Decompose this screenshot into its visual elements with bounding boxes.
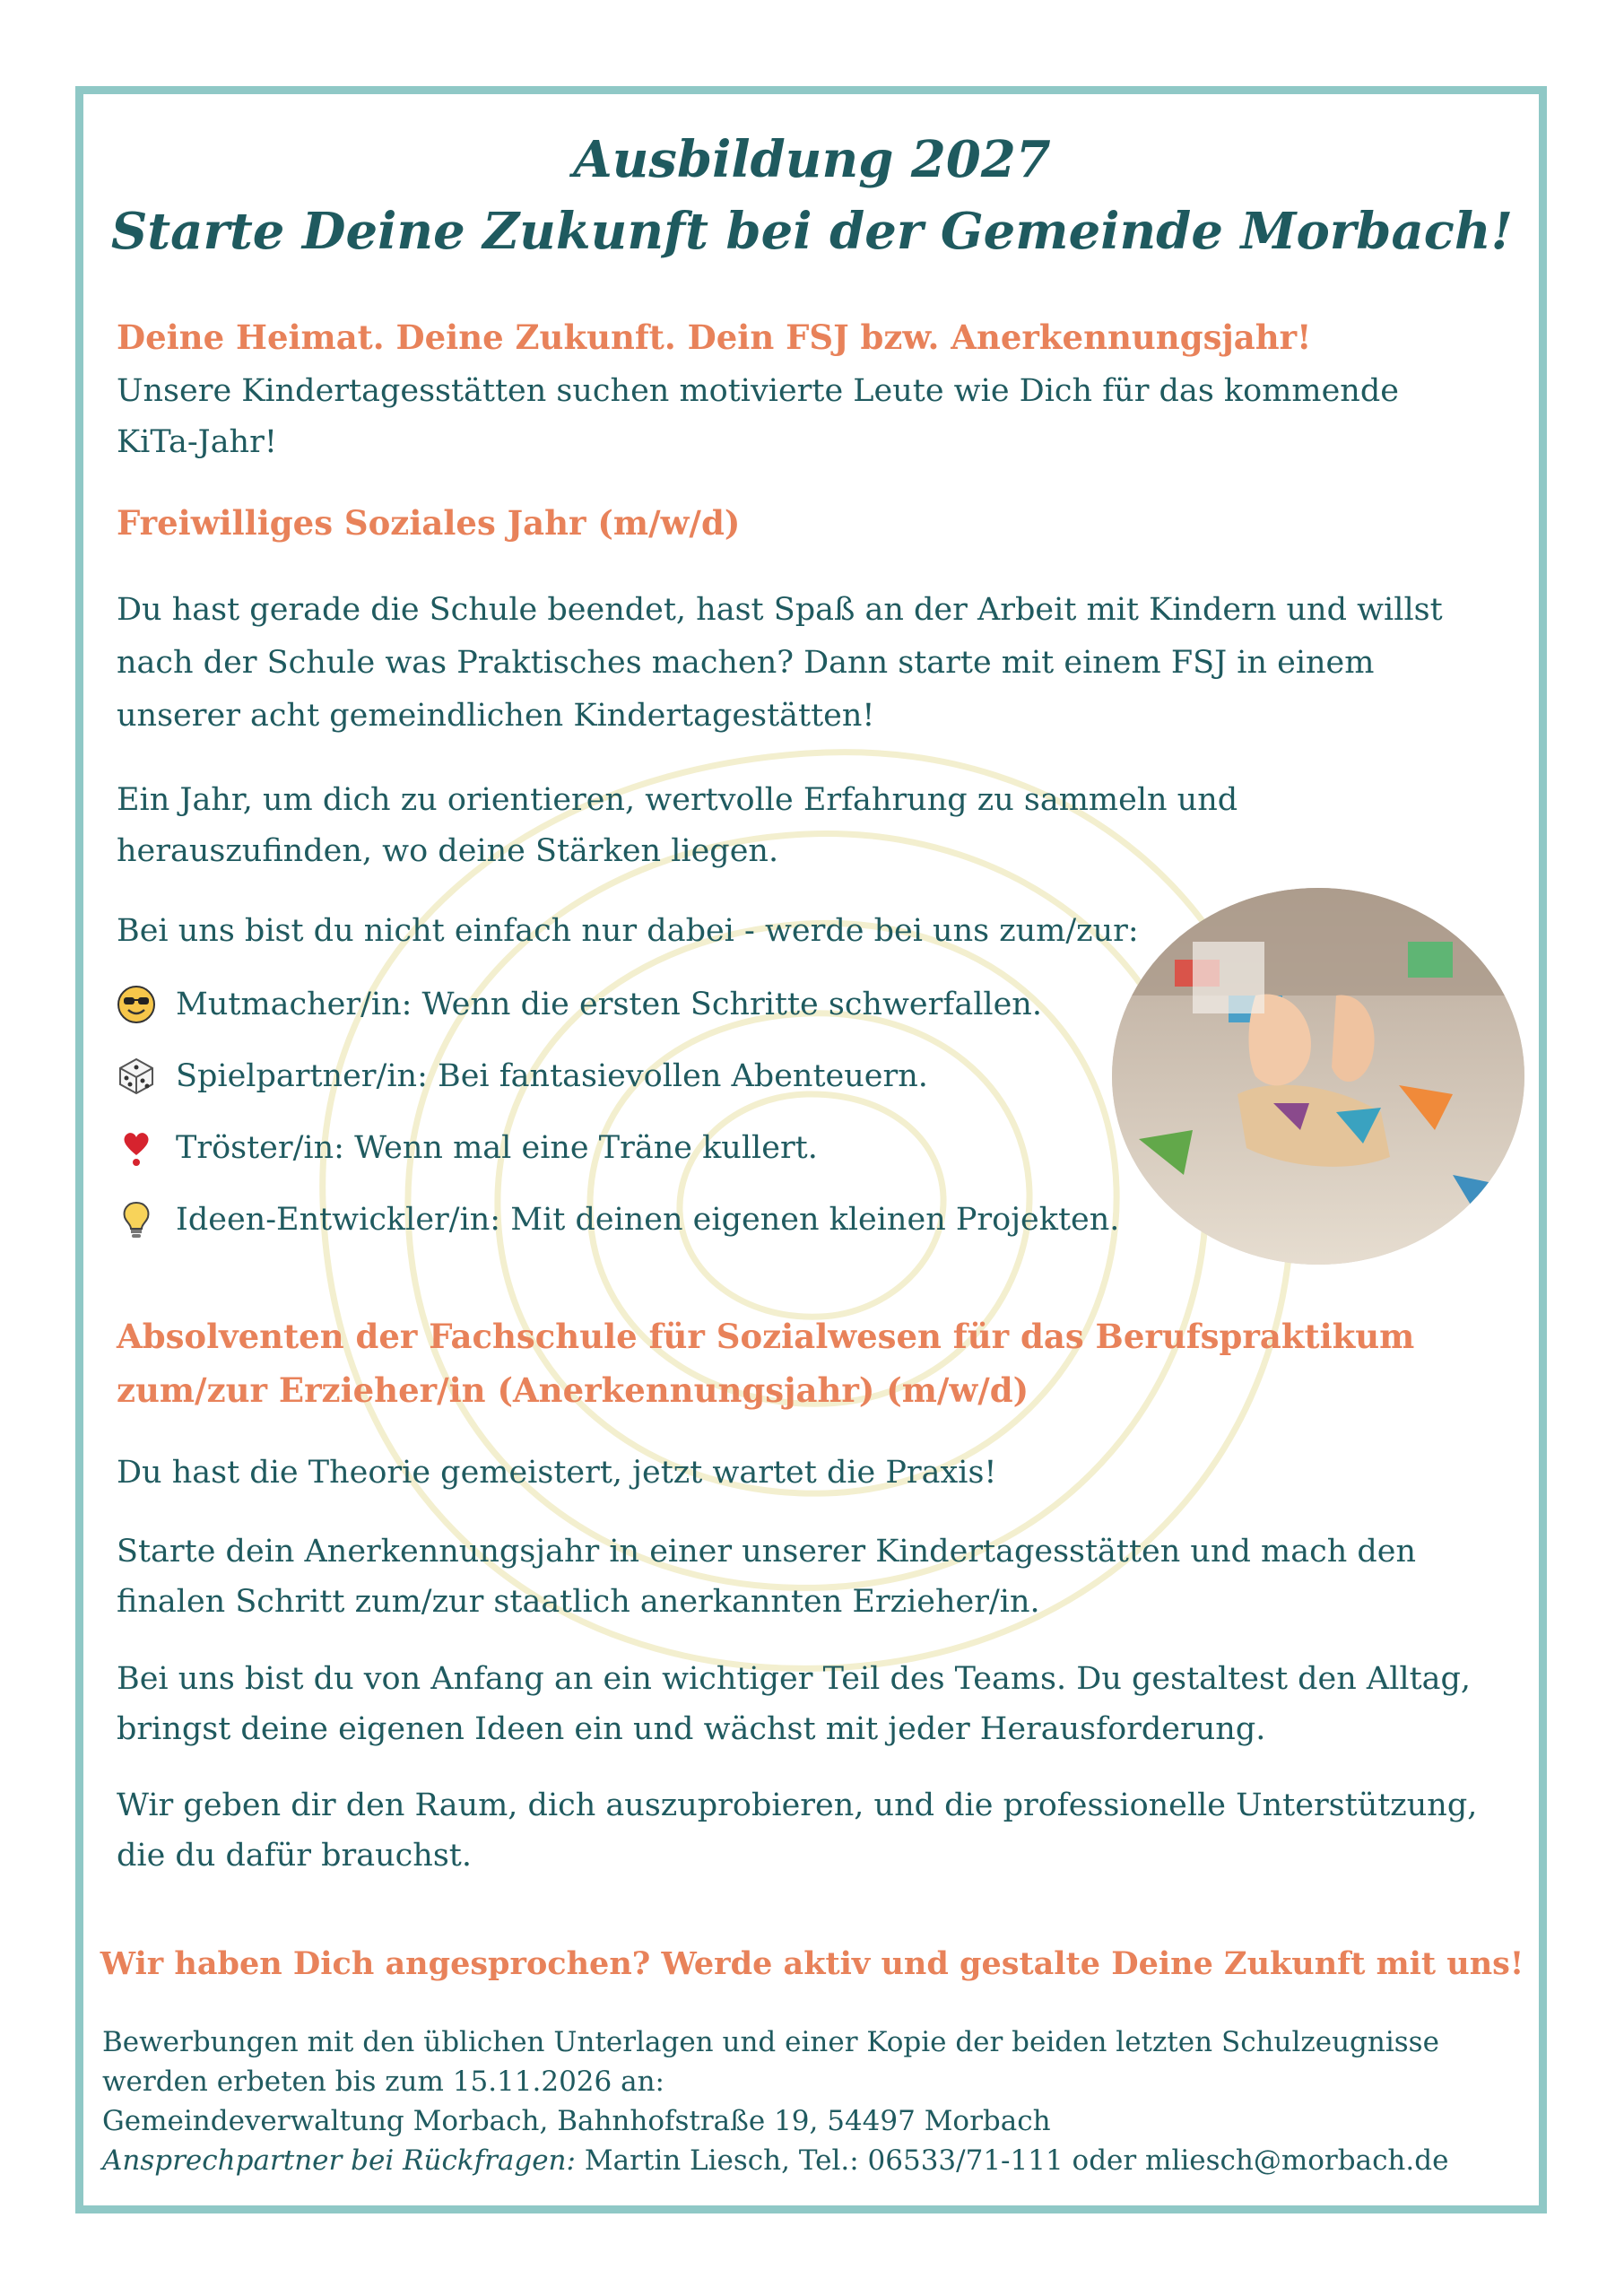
roles-intro: Bei uns bist du nicht einfach nur dabei - werde bei uns zum/zur: xyxy=(117,913,1139,949)
anerkennung-para4-line1: Wir geben dir den Raum, dich auszuprobieren, und die professionelle Unterstützung, xyxy=(117,1787,1478,1823)
footer-address: Gemeindeverwaltung Morbach, Bahnhofstraße 19, 54497 Morbach xyxy=(102,2105,1051,2137)
heart-exclamation-icon xyxy=(117,1128,156,1168)
kids-playing-photo xyxy=(1112,888,1524,1265)
anerkennung-para2-line1: Starte dein Anerkennungsjahr in einer unserer Kindertagesstätten und mach den xyxy=(117,1534,1417,1570)
fsj-para1-line2: nach der Schule was Praktisches machen? Dann starte mit einem FSJ in einem xyxy=(117,645,1375,681)
contact-text: Martin Liesch, Tel.: 06533/71-111 oder mliesch@morbach.de xyxy=(575,2144,1449,2177)
title-line-2: Starte Deine Zukunft bei der Gemeinde Morbach! xyxy=(110,202,1514,261)
anerkennung-para1: Du hast die Theorie gemeistert, jetzt wartet die Praxis! xyxy=(117,1455,997,1491)
anerkennung-heading-line-2: zum/zur Erzieher/in (Anerkennungsjahr) (m/w/d) xyxy=(117,1370,1029,1410)
anerkennung-para3-line1: Bei uns bist du von Anfang an ein wichtiger Teil des Teams. Du gestaltest den Alltag, xyxy=(117,1661,1472,1697)
sunglasses-smiley-icon xyxy=(117,985,156,1024)
call-to-action: Wir haben Dich angesprochen? Werde aktiv und gestalte Deine Zukunft mit uns! xyxy=(100,1945,1524,1982)
fsj-para1-line1: Du hast gerade die Schule beendet, hast Spaß an der Arbeit mit Kindern und willst xyxy=(117,592,1443,628)
intro-heading: Deine Heimat. Deine Zukunft. Dein FSJ bzw. Anerkennungsjahr! xyxy=(117,317,1312,357)
anerkennung-para2-line2: finalen Schritt zum/zur staatlich anerkannten Erzieher/in. xyxy=(117,1584,1040,1620)
contact-label: Ansprechpartner bei Rückfragen: xyxy=(102,2144,576,2177)
role-text: Mutmacher/in: Wenn die ersten Schritte schwerfallen. xyxy=(176,987,1042,1022)
fsj-para2-line1: Ein Jahr, um dich zu orientieren, wertvolle Erfahrung zu sammeln und xyxy=(117,782,1238,818)
fsj-heading: Freiwilliges Soziales Jahr (m/w/d) xyxy=(117,503,741,543)
anerkennung-para3-line2: bringst deine eigenen Ideen ein und wächst mit jeder Herausforderung. xyxy=(117,1711,1266,1747)
role-text: Ideen-Entwickler/in: Mit deinen eigenen kleinen Projekten. xyxy=(176,1202,1120,1238)
intro-text-line-2: KiTa-Jahr! xyxy=(117,424,277,460)
dice-icon xyxy=(117,1057,156,1096)
anerkennung-heading-line-1: Absolventen der Fachschule für Sozialwesen für das Berufspraktikum xyxy=(117,1317,1415,1356)
lightbulb-icon xyxy=(117,1200,156,1239)
anerkennung-para4-line2: die du dafür brauchst. xyxy=(117,1838,472,1874)
role-text: Spielpartner/in: Bei fantasievollen Abenteuern. xyxy=(176,1058,928,1094)
fsj-para2-line2: herauszufinden, wo deine Stärken liegen. xyxy=(117,833,779,869)
footer-line-1: Bewerbungen mit den üblichen Unterlagen und einer Kopie der beiden letzten Schulzeugnisse xyxy=(102,2026,1439,2058)
intro-text-line-1: Unsere Kindertagesstätten suchen motivierte Leute wie Dich für das kommende xyxy=(117,373,1399,409)
fsj-para1-line3: unserer acht gemeindlichen Kindertagestätten! xyxy=(117,698,875,734)
title-line-1: Ausbildung 2027 xyxy=(573,130,1051,189)
footer-line-2: werden erbeten bis zum 15.11.2026 an: xyxy=(102,2066,664,2098)
role-text: Tröster/in: Wenn mal eine Träne kullert. xyxy=(176,1130,818,1166)
footer-contact xyxy=(102,2141,1519,2181)
